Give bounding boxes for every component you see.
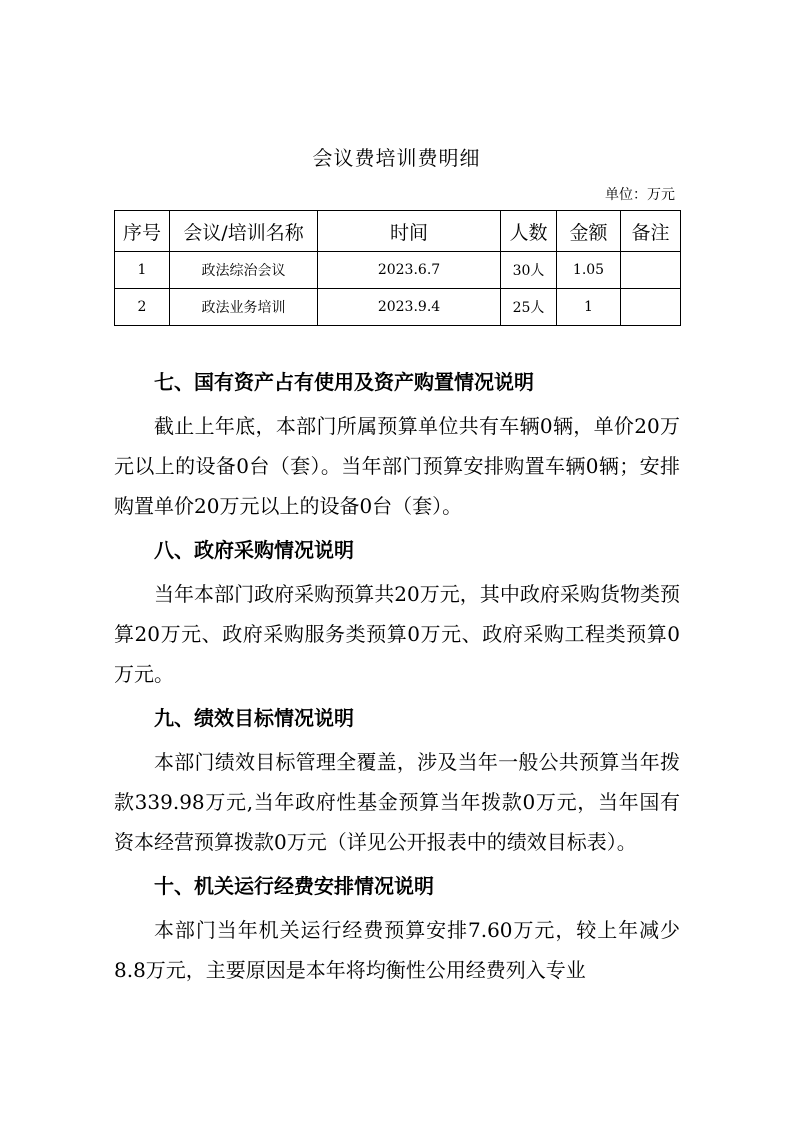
table-header-row (115, 211, 681, 252)
section-text-procurement: 当年本部门政府采购预算共20万元，其中政府采购货物类预算20万元、政府采购服务类预算0万元、政府采购工程类预算0万元。 (114, 582, 680, 686)
cell-remark (621, 289, 681, 326)
cell-time: 2023.9.4 (318, 289, 501, 326)
section-heading-assets: 七、国有资产占有使用及资产购置情况说明 (154, 370, 534, 394)
cell-amount: 1.05 (557, 252, 621, 289)
cell-people: 30人 (501, 252, 557, 289)
section-text-performance: 本部门绩效目标管理全覆盖，涉及当年一般公共预算当年拨款339.98万元,当年政府性基金预算当年拨款0万元，当年国有资本经营预算拨款0万元（详见公开报表中的绩效目标表）。 (114, 750, 680, 854)
meeting-training-table (114, 210, 681, 326)
header-time: 时间 (318, 211, 501, 252)
cell-time: 2023.6.7 (318, 252, 501, 289)
cell-name: 政法业务培训 (170, 289, 318, 326)
cell-seq: 1 (115, 252, 170, 289)
cell-name: 政法综治会议 (170, 252, 318, 289)
cell-remark (621, 252, 681, 289)
header-name: 会议/培训名称 (170, 211, 318, 252)
table-row (115, 252, 681, 289)
document-body (114, 362, 680, 990)
cell-people: 25人 (501, 289, 557, 326)
header-remark: 备注 (621, 211, 681, 252)
section-heading-procurement: 八、政府采购情况说明 (154, 538, 354, 562)
section-heading-operating-funds: 十、机关运行经费安排情况说明 (154, 874, 434, 898)
section-text-assets: 截止上年底，本部门所属预算单位共有车辆0辆，单价20万元以上的设备0台（套）。当年部门预算安排购置车辆0辆；安排购置单价20万元以上的设备0台（套）。 (114, 414, 680, 518)
cell-seq: 2 (115, 289, 170, 326)
header-people: 人数 (501, 211, 557, 252)
section-text-operating-funds: 本部门当年机关运行经费预算安排7.60万元，较上年减少8.8万元，主要原因是本年将均衡性公用经费列入专业 (114, 918, 680, 982)
document-title: 会议费培训费明细 (312, 146, 481, 170)
table-row (115, 289, 681, 326)
header-amount: 金额 (557, 211, 621, 252)
unit-label: 单位：万元 (605, 187, 675, 203)
section-heading-performance: 九、绩效目标情况说明 (154, 706, 354, 730)
header-seq: 序号 (115, 211, 170, 252)
cell-amount: 1 (557, 289, 621, 326)
